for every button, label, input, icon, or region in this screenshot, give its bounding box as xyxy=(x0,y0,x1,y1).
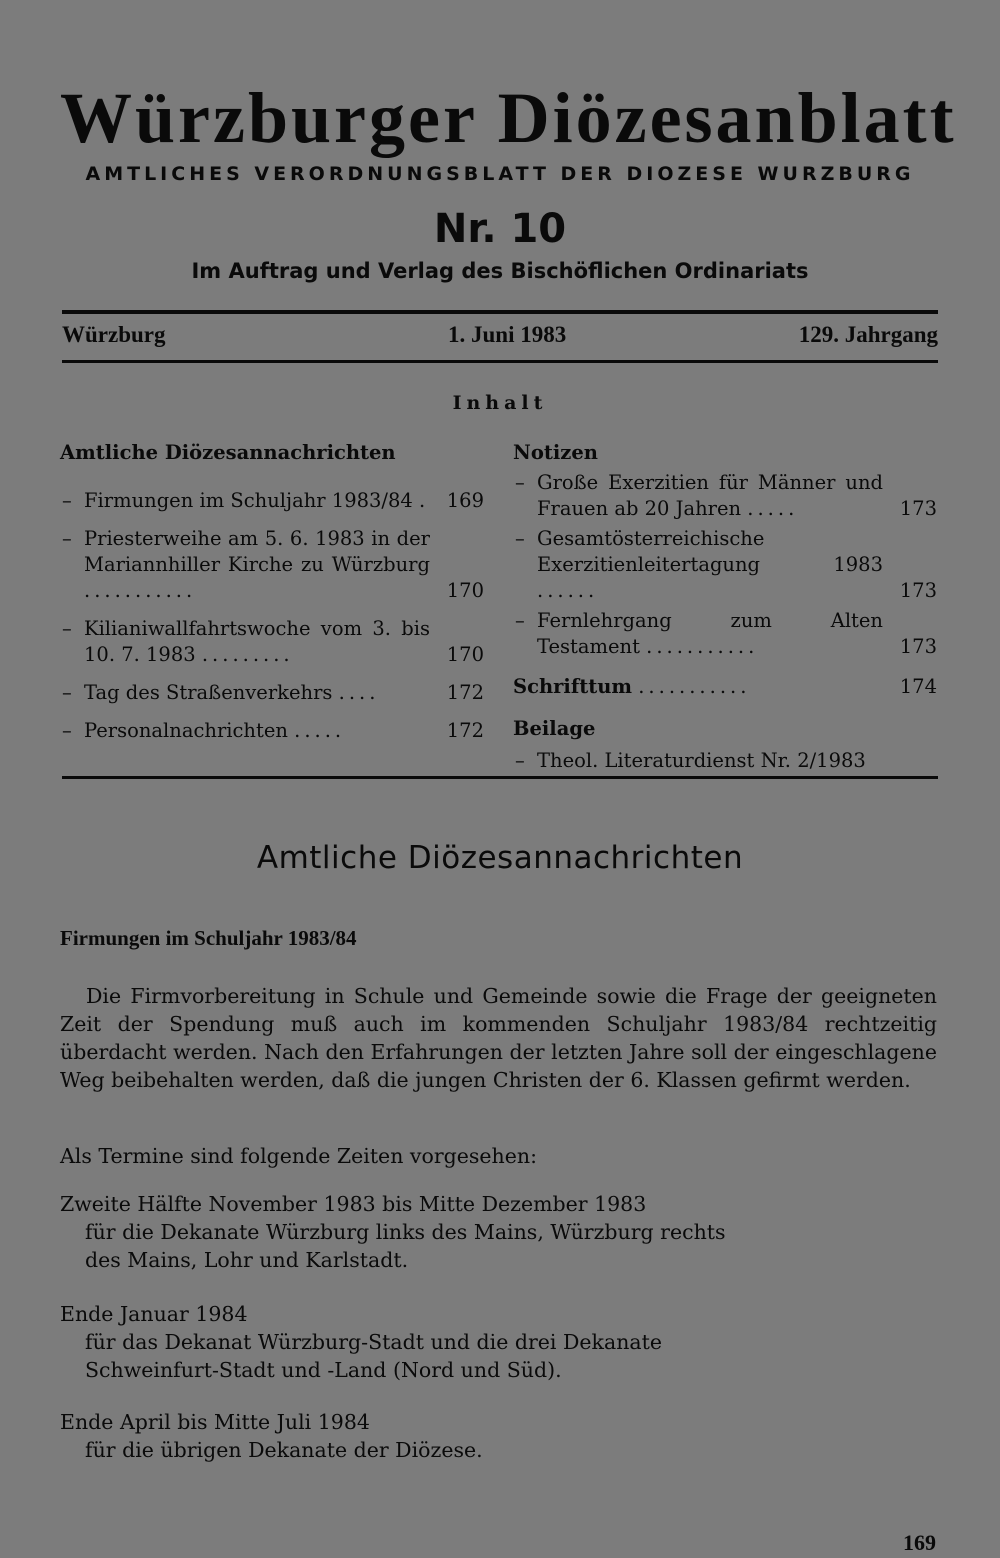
toc-item-text: Tag des Straßenverkehrs xyxy=(84,681,333,704)
list-dash: – xyxy=(515,471,525,494)
toc-item[interactable] xyxy=(60,680,484,706)
toc-item[interactable] xyxy=(513,748,937,774)
list-dash: – xyxy=(515,527,525,550)
dateline-rule xyxy=(62,360,938,363)
toc-item-text: Fernlehrgang zum Alten Testament xyxy=(537,609,883,658)
toc-item[interactable] xyxy=(513,470,937,522)
toc-item[interactable] xyxy=(513,526,937,604)
toc-leader: ........... xyxy=(646,635,759,658)
toc-leader: ...... xyxy=(537,579,599,602)
toc-schrifttum-label: Schrifttum xyxy=(513,675,633,698)
masthead-subtitle: AMTLICHES VERORDNUNGSBLATT DER DIOZESE WURZBURG xyxy=(85,163,915,185)
toc-item-text: Gesamtösterreichische Exerzitienleitertagung 1983 xyxy=(537,527,883,576)
schedule-entry xyxy=(60,1300,740,1384)
dateline-volume: 129. Jahrgang xyxy=(798,322,938,347)
schedule-entry xyxy=(60,1408,740,1464)
schedule-what: für die Dekanate Würzburg links des Mains, Würzburg rechts des Mains, Lohr und Karlstadt. xyxy=(85,1220,726,1272)
page-number: 169 xyxy=(903,1530,936,1555)
list-dash: – xyxy=(62,681,72,704)
toc-item-text: Theol. Literaturdienst Nr. 2/1983 xyxy=(537,749,866,772)
schedule-when: Ende Januar 1984 xyxy=(60,1302,248,1326)
toc-page-number: 170 xyxy=(446,579,484,602)
masthead-title: Würzburger Diözesanblatt xyxy=(60,78,957,158)
toc-left-heading: Amtliche Diözesannachrichten xyxy=(60,441,396,464)
schedule-when: Zweite Hälfte November 1983 bis Mitte Dezember 1983 xyxy=(60,1192,647,1216)
toc-page-number: 173 xyxy=(899,635,937,658)
toc-bottom-rule xyxy=(62,776,938,779)
toc-leader: ........... xyxy=(84,579,197,602)
top-rule xyxy=(62,310,938,314)
toc-item[interactable] xyxy=(60,616,484,668)
toc-item[interactable] xyxy=(60,488,484,514)
article-paragraph: Die Firmvorbereitung in Schule und Gemeinde sowie die Frage der geeigneten Zeit der Spendung muß auch im kommenden Schuljahr 1983/84 rechtzeitig überdacht werden. Nach den Erfahrungen der letzten Jahre soll der eingeschlagene Weg beibehalten werden, daß die jungen Christen der 6. Klassen gefirmt werden. xyxy=(60,984,937,1092)
toc-beilage-heading: Beilage xyxy=(513,717,596,740)
toc-item-text: Große Exerzitien für Männer und Frauen ab 20 Jahren xyxy=(537,471,883,520)
toc-page-number: 170 xyxy=(446,643,484,666)
toc-page-number: 173 xyxy=(899,579,937,602)
toc-item-text: Priesterweihe am 5. 6. 1983 in der Mariannhiller Kirche zu Würzburg xyxy=(84,527,430,576)
toc-item-text: Personalnachrichten xyxy=(84,719,288,742)
toc-leader: ..... xyxy=(747,497,799,520)
toc-item[interactable] xyxy=(513,608,937,660)
toc-leader: . xyxy=(419,489,430,512)
list-dash: – xyxy=(62,527,72,550)
issue-number: Nr. 10 xyxy=(433,206,567,252)
article-subhead: Firmungen im Schuljahr 1983/84 xyxy=(60,926,357,950)
toc-right-heading: Notizen xyxy=(513,441,598,464)
toc-leader: ..... xyxy=(294,719,346,742)
toc-page-number: 169 xyxy=(446,489,484,512)
list-dash: – xyxy=(62,489,72,512)
toc-leader: ......... xyxy=(201,643,294,666)
schedule-what: für das Dekanat Würzburg-Stadt und die drei Dekanate Schweinfurt-Stadt und -Land (Nord und Süd). xyxy=(85,1330,662,1382)
list-dash: – xyxy=(62,617,72,640)
toc-item[interactable] xyxy=(60,526,484,604)
list-dash: – xyxy=(515,609,525,632)
toc-leader: ........... xyxy=(638,675,751,698)
schedule-when: Ende April bis Mitte Juli 1984 xyxy=(60,1410,370,1434)
toc-item-schrifttum[interactable] xyxy=(513,674,937,700)
toc-page-number: 173 xyxy=(899,497,937,520)
toc-item-text: Firmungen im Schuljahr 1983/84 xyxy=(84,489,413,512)
publisher-line: Im Auftrag und Verlag des Bischöflichen Ordinariats xyxy=(191,259,809,283)
toc-right-column xyxy=(513,440,937,774)
dateline-date: 1. Juni 1983 xyxy=(448,322,567,347)
toc-leader: .... xyxy=(338,681,380,704)
list-dash: – xyxy=(515,749,525,772)
list-dash: – xyxy=(62,719,72,742)
toc-page-number: 172 xyxy=(446,719,484,742)
article-paragraph: Als Termine sind folgende Zeiten vorgesehen: xyxy=(60,1144,537,1168)
toc-item[interactable] xyxy=(60,718,484,744)
schedule-entry xyxy=(60,1190,740,1274)
toc-left-column xyxy=(60,440,484,744)
schedule-what: für die übrigen Dekanate der Diözese. xyxy=(85,1438,483,1462)
dateline-place: Würzburg xyxy=(62,322,166,347)
toc-page-number: 172 xyxy=(446,681,484,704)
toc-page-number: 174 xyxy=(899,675,937,698)
toc-item-text: Kilianiwallfahrtswoche vom 3. bis 10. 7. 1983 xyxy=(84,617,430,666)
section-title: Amtliche Diözesannachrichten xyxy=(256,840,744,876)
toc-heading: Inhalt xyxy=(452,392,548,414)
